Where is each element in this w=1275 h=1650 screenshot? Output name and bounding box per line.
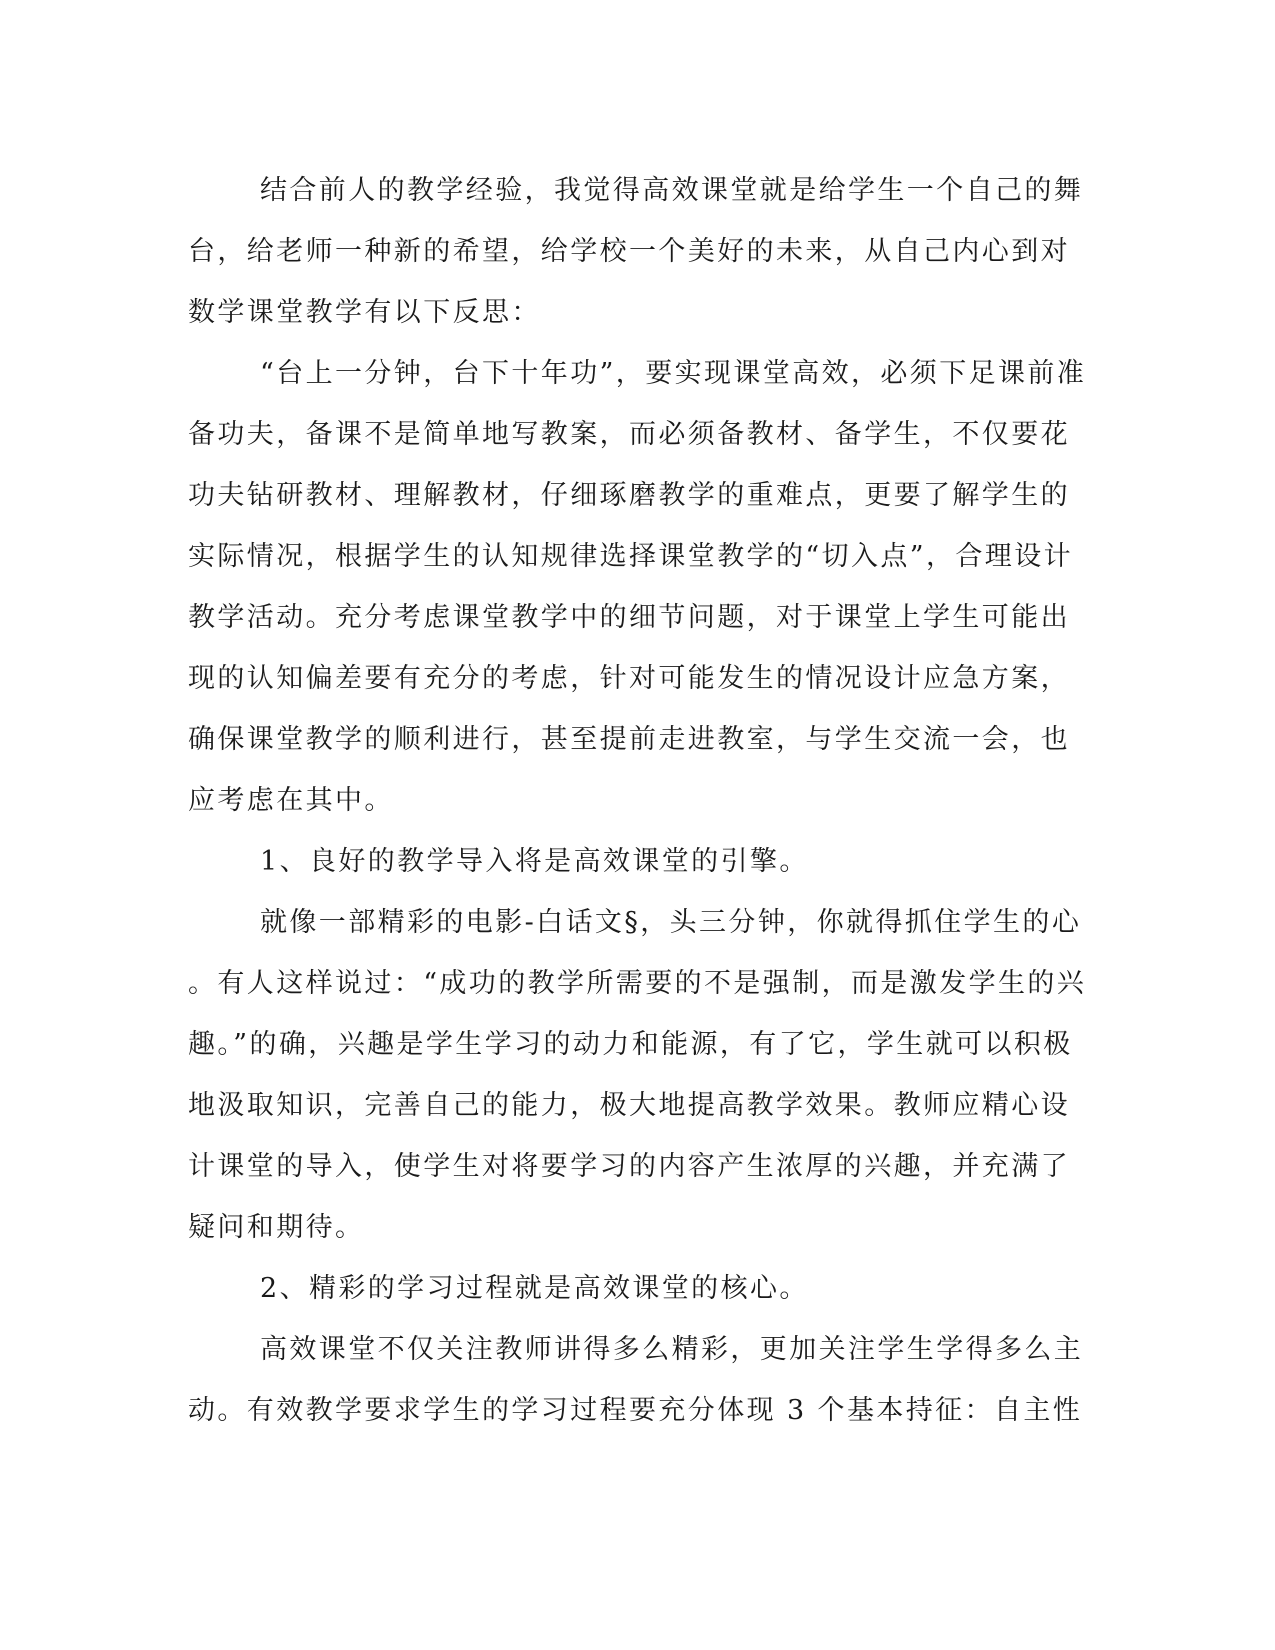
text-line: “台上一分钟，台下十年功”，要实现课堂高效，必须下足课前准: [260, 358, 1087, 389]
section-heading: 1、良好的教学导入将是高效课堂的引擎。: [260, 846, 809, 877]
text-line: 数学课堂教学有以下反思：: [188, 297, 541, 328]
text-line: 动。有效教学要求学生的学习过程要充分体现 3 个基本持征：自主性: [188, 1395, 1083, 1426]
text-line: 高效课堂不仅关注教师讲得多么精彩，更加关注学生学得多么主: [260, 1334, 1084, 1365]
text-line: 疑问和期待。: [188, 1212, 365, 1243]
text-line: 台，给老师一种新的希望，给学校一个美好的未来，从自己内心到对: [188, 236, 1070, 267]
text-line: 功夫钻研教材、理解教材，仔细琢磨教学的重难点，更要了解学生的: [188, 480, 1070, 511]
text-line: 趣。”的确，兴趣是学生学习的动力和能源，有了它，学生就可以积极: [188, 1029, 1073, 1060]
section-heading: 2、精彩的学习过程就是高效课堂的核心。: [260, 1273, 809, 1304]
text-line: 实际情况，根据学生的认知规律选择课堂教学的“切入点”，合理设计: [188, 541, 1074, 572]
text-line: 地汲取知识，完善自己的能力，极大地提高教学效果。教师应精心设: [188, 1090, 1070, 1121]
text-line: 确保课堂教学的顺利进行，甚至提前走进教室，与学生交流一会，也: [188, 724, 1070, 755]
text-line: 应考虑在其中。: [188, 785, 394, 816]
text-line: 现的认知偏差要有充分的考虑，针对可能发生的情况设计应急方案，: [188, 663, 1070, 694]
document-body: [188, 160, 1087, 1441]
text-line: 就像一部精彩的电影-白话文§，头三分钟，你就得抓住学生的心: [260, 907, 1082, 938]
text-line: 教学活动。充分考虑课堂教学中的细节问题，对于课堂上学生可能出: [188, 602, 1070, 633]
text-line: 。有人这样说过：“成功的教学所需要的不是强制，而是激发学生的兴: [188, 968, 1087, 999]
text-line: 计课堂的导入，使学生对将要学习的内容产生浓厚的兴趣，并充满了: [188, 1151, 1070, 1182]
text-line: 备功夫，备课不是简单地写教案，而必须备教材、备学生，不仅要花: [188, 419, 1070, 450]
text-line: 结合前人的教学经验，我觉得高效课堂就是给学生一个自己的舞: [260, 175, 1084, 206]
